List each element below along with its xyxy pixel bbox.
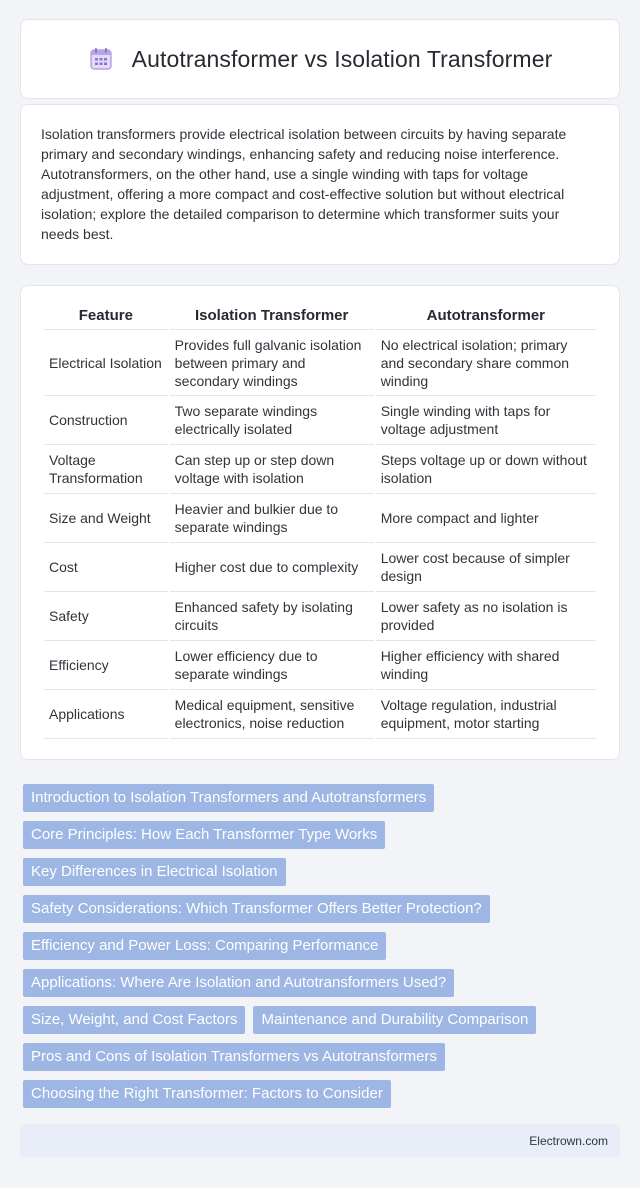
table-cell: Voltage regulation, industrial equipment, motor starting xyxy=(376,690,596,739)
topic-link-key-differences[interactable]: Key Differences in Electrical Isolation xyxy=(23,858,286,886)
table-cell: Construction xyxy=(44,396,168,445)
table-row xyxy=(44,592,596,641)
table-row xyxy=(44,445,596,494)
table-cell: More compact and lighter xyxy=(376,494,596,543)
table-cell: Single winding with taps for voltage adjustment xyxy=(376,396,596,445)
calendar-icon xyxy=(88,46,114,72)
table-row xyxy=(44,543,596,592)
table-cell: Medical equipment, sensitive electronics, noise reduction xyxy=(170,690,374,739)
table-cell: Safety xyxy=(44,592,168,641)
header-card xyxy=(20,19,620,99)
topic-link-applications[interactable]: Applications: Where Are Isolation and Autotransformers Used? xyxy=(23,969,454,997)
topic-link-choosing[interactable]: Choosing the Right Transformer: Factors to Consider xyxy=(23,1080,391,1108)
topic-link-core-principles[interactable]: Core Principles: How Each Transformer Type Works xyxy=(23,821,385,849)
table-row xyxy=(44,690,596,739)
table-cell: Steps voltage up or down without isolation xyxy=(376,445,596,494)
table-cell: Can step up or step down voltage with isolation xyxy=(170,445,374,494)
intro-card xyxy=(20,104,620,265)
topic-links xyxy=(23,784,620,1108)
intro-text: Isolation transformers provide electrical isolation between circuits by having separate primary and secondary windings, enhancing safety and reducing noise interference. Autotransformers, on the other hand, use a single winding with taps for voltage adjustment, offering a more compact and cost-effective solution but without electrical isolation; explore the detailed comparison to determine which transformer suits your needs best. xyxy=(41,126,567,242)
table-cell: Lower safety as no isolation is provided xyxy=(376,592,596,641)
table-cell: Lower efficiency due to separate windings xyxy=(170,641,374,690)
table-cell: Two separate windings electrically isolated xyxy=(170,396,374,445)
column-header-auto: Autotransformer xyxy=(376,302,596,330)
table-cell: Lower cost because of simpler design xyxy=(376,543,596,592)
table-cell: Size and Weight xyxy=(44,494,168,543)
topic-link-maintenance[interactable]: Maintenance and Durability Comparison xyxy=(253,1006,536,1034)
table-cell: Enhanced safety by isolating circuits xyxy=(170,592,374,641)
topic-link-size-weight-cost[interactable]: Size, Weight, and Cost Factors xyxy=(23,1006,245,1034)
table-cell: Higher efficiency with shared winding xyxy=(376,641,596,690)
table-cell: Provides full galvanic isolation between primary and secondary windings xyxy=(170,330,374,396)
table-row xyxy=(44,641,596,690)
comparison-table xyxy=(42,302,598,739)
column-header-isolation: Isolation Transformer xyxy=(170,302,374,330)
topic-link-efficiency[interactable]: Efficiency and Power Loss: Comparing Performance xyxy=(23,932,386,960)
topic-link-pros-cons[interactable]: Pros and Cons of Isolation Transformers vs Autotransformers xyxy=(23,1043,445,1071)
table-row xyxy=(44,330,596,396)
topic-link-safety[interactable]: Safety Considerations: Which Transformer Offers Better Protection? xyxy=(23,895,490,923)
table-cell: Applications xyxy=(44,690,168,739)
table-cell: Voltage Transformation xyxy=(44,445,168,494)
footer xyxy=(20,1124,620,1157)
page-title: Autotransformer vs Isolation Transformer xyxy=(131,45,553,72)
table-header-row xyxy=(44,302,596,330)
table-row xyxy=(44,494,596,543)
table-cell: Cost xyxy=(44,543,168,592)
comparison-table-card xyxy=(20,285,620,760)
footer-site-name: Electrown.com xyxy=(529,1133,608,1148)
table-cell: Higher cost due to complexity xyxy=(170,543,374,592)
column-header-feature: Feature xyxy=(44,302,168,330)
table-cell: Electrical Isolation xyxy=(44,330,168,396)
table-cell: No electrical isolation; primary and secondary share common winding xyxy=(376,330,596,396)
table-row xyxy=(44,396,596,445)
table-cell: Heavier and bulkier due to separate windings xyxy=(170,494,374,543)
table-cell: Efficiency xyxy=(44,641,168,690)
topic-link-introduction[interactable]: Introduction to Isolation Transformers and Autotransformers xyxy=(23,784,434,812)
